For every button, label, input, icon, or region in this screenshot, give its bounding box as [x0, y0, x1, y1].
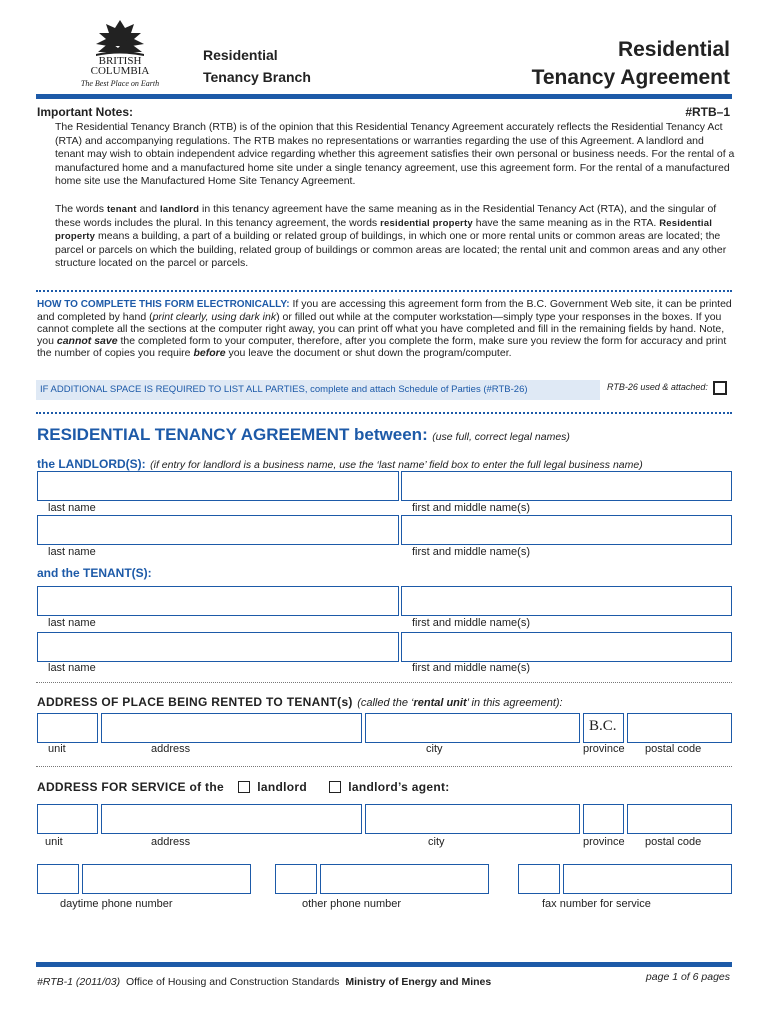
electronic-italic-1: print clearly, using dark ink — [152, 311, 277, 323]
electronic-text-3: the completed form to your computer, therefore, after you complete the form, make sure you review the form for accuracy and print the number of copies you require — [37, 335, 727, 359]
service-province-input[interactable] — [583, 804, 624, 834]
tenant-2-first-name-input[interactable] — [401, 632, 732, 662]
landlord-checkbox[interactable] — [238, 781, 250, 793]
electronic-heading: HOW TO COMPLETE THIS FORM ELECTRONICALLY: — [37, 299, 290, 310]
daytime-phone-input[interactable] — [82, 864, 251, 894]
tenant-1-last-name-input[interactable] — [37, 586, 399, 616]
notes-heading: Important Notes: — [37, 105, 133, 119]
tenant-2-last-name-label: last name — [48, 662, 96, 674]
agreement-title: RESIDENTIAL TENANCY AGREEMENT between: — [37, 425, 428, 444]
footer-ministry: Ministry of Energy and Mines — [345, 976, 492, 988]
rental-postal-label: postal code — [645, 743, 702, 755]
landlords-label: the LANDLORD(S): — [37, 457, 146, 471]
service-heading — [37, 780, 450, 794]
bc-logo — [70, 18, 170, 93]
rental-province-value: B.C. — [589, 718, 617, 734]
rental-unit-label: unit — [48, 743, 66, 755]
daytime-area-code-input[interactable] — [37, 864, 79, 894]
landlord-option-label: landlord — [257, 780, 307, 794]
footer-rule — [36, 962, 732, 967]
term-residential-property-2: Residential property — [55, 217, 713, 242]
rental-unit-input[interactable] — [37, 713, 98, 743]
electronic-text-2: ) or filled out while at the computer workstation—simply type your responses in the boxes. If you cannot complete all the sections at the computer right away, you can print off what you have completed and fill in the remaining fields by hand. Note, you — [37, 311, 725, 347]
agreement-note: (use full, correct legal names) — [432, 431, 570, 443]
rental-province-label: province — [583, 743, 625, 755]
agent-checkbox[interactable] — [329, 781, 341, 793]
fax-label: fax number for service — [542, 898, 651, 910]
daytime-phone-label: daytime phone number — [60, 898, 173, 910]
notes-paragraph-1: The Residential Tenancy Branch (RTB) is of the opinion that this Residential Tenancy Agreement accurately reflects the Residential Tenancy Act (RTA) and accompanying regulations. The RTB makes no representations or warranties regarding the use of this Agreement. A landlord and tenant may wish to obtain independent advice regarding whether this agreement satisfies their own personal or business needs. For the rental of a manufactured home and a manufactured home site under a single tenancy agreement, use this agreement form. For the rental of a manufactured home site use the Manufactured Home Site Tenancy Agreement. — [55, 121, 735, 187]
service-unit-label: unit — [45, 836, 63, 848]
electronic-text-4: you leave the document or shut down the program/computer. — [225, 347, 512, 359]
term-residential-property: residential property — [380, 217, 473, 229]
footer-left — [37, 976, 491, 988]
tenant-1-first-name-label: first and middle name(s) — [412, 617, 530, 629]
service-title: ADDRESS FOR SERVICE of the — [37, 780, 224, 794]
branch-name — [203, 44, 311, 88]
service-postal-label: postal code — [645, 836, 702, 848]
divider-2 — [36, 412, 732, 414]
fax-area-code-input[interactable] — [518, 864, 560, 894]
landlord-1-last-name-label: last name — [48, 502, 96, 514]
electronic-bold-1: cannot save — [56, 335, 118, 347]
agent-option-label: landlord’s agent: — [348, 780, 450, 794]
service-province-label: province — [583, 836, 625, 848]
rental-address-heading — [37, 693, 563, 711]
branch-line1: Residential — [203, 47, 278, 63]
landlord-2-last-name-input[interactable] — [37, 515, 399, 545]
landlord-2-first-name-input[interactable] — [401, 515, 732, 545]
electronic-bold-2: before — [193, 347, 226, 359]
logo-line1: BRITISH — [98, 55, 142, 67]
branch-line2: Tenancy Branch — [203, 69, 311, 85]
divider-3 — [36, 682, 732, 683]
rental-postal-input[interactable] — [627, 713, 732, 743]
landlord-1-first-name-label: first and middle name(s) — [412, 502, 530, 514]
title-line2: Tenancy Agreement — [531, 66, 730, 89]
landlord-2-first-name-label: first and middle name(s) — [412, 546, 530, 558]
rental-province-input[interactable] — [583, 713, 624, 743]
rental-note-b: rental unit — [413, 697, 467, 709]
p2-text-d: have the same meaning as in the RTA. — [472, 216, 660, 229]
other-phone-label: other phone number — [302, 898, 402, 910]
landlord-2-last-name-label: last name — [48, 546, 96, 558]
rental-note-a: (called the ‘ — [357, 697, 414, 709]
rental-city-label: city — [426, 743, 443, 755]
p2-text-b: and — [136, 203, 160, 215]
service-address-label: address — [151, 836, 191, 848]
electronic-text-1: If you are accessing this agreement form from the B.C. Government Web site, it can be printed and completed by hand ( — [37, 298, 732, 323]
p2-text-c: in this tenancy agreement have the same meaning as in the Residential Tenancy Act (RTA), and the singular of these words includes the plural. In this tenancy agreement, the words — [55, 203, 717, 229]
landlord-1-first-name-input[interactable] — [401, 471, 732, 501]
other-phone-input[interactable] — [320, 864, 489, 894]
service-postal-input[interactable] — [627, 804, 732, 834]
tenant-1-first-name-input[interactable] — [401, 586, 732, 616]
agreement-heading — [37, 425, 570, 445]
divider-1 — [36, 290, 732, 292]
term-landlord: landlord — [160, 204, 200, 215]
rtb26-used — [607, 382, 708, 392]
electronic-instructions — [37, 298, 735, 359]
notes-paragraph-2 — [55, 203, 735, 271]
p2-text-a: The words — [55, 203, 107, 215]
service-city-label: city — [428, 836, 445, 848]
divider-4 — [36, 766, 732, 767]
rtb26-checkbox[interactable] — [713, 381, 727, 395]
tenant-2-last-name-input[interactable] — [37, 632, 399, 662]
logo-line2: COLUMBIA — [90, 65, 150, 77]
service-city-input[interactable] — [365, 804, 580, 834]
rental-city-input[interactable] — [365, 713, 580, 743]
tenant-2-first-name-label: first and middle name(s) — [412, 662, 530, 674]
title-line1: Residential — [617, 38, 730, 61]
footer-page-number: page 1 of 6 pages — [645, 971, 730, 983]
p2-text-e: means a building, a part of a building or related group of buildings, in which one or more rental units or common areas are located; the parcel or parcels on which the building, related group of buildings or common areas are located; the rental unit and common areas and any other structure located on the parcel or parcels. — [55, 230, 727, 269]
term-tenant: tenant — [106, 204, 137, 215]
service-unit-input[interactable] — [37, 804, 98, 834]
schedule-text: IF ADDITIONAL SPACE IS REQUIRED TO LIST ALL PARTIES, complete and attach Schedule of Parties (#RTB-26) — [40, 384, 528, 395]
landlords-note: (if entry for landlord is a business name, use the ‘last name’ field box to enter the full legal business name) — [150, 459, 643, 471]
tenant-1-last-name-label: last name — [48, 617, 96, 629]
rental-address-title: ADDRESS OF PLACE BEING RENTED TO TENANT(s) — [37, 695, 353, 709]
page-title — [532, 36, 730, 92]
form-id: #RTB–1 — [685, 105, 730, 119]
schedule-bar — [36, 380, 600, 400]
rental-note-c: ’ in this agreement): — [466, 697, 563, 709]
other-area-code-input[interactable] — [275, 864, 317, 894]
footer-form-code: #RTB-1 (2011/03) — [37, 976, 121, 988]
rental-address-input[interactable] — [101, 713, 362, 743]
sun-mountains-icon — [92, 18, 148, 58]
tenants-label: and the TENANT(S): — [37, 566, 152, 580]
rtb26-label: RTB-26 used & attached: — [607, 382, 708, 392]
header-rule — [36, 94, 732, 99]
landlord-1-last-name-input[interactable] — [37, 471, 399, 501]
rental-address-label: address — [151, 743, 191, 755]
service-address-input[interactable] — [101, 804, 362, 834]
logo-tagline: The Best Place on Earth — [80, 79, 160, 88]
fax-number-input[interactable] — [563, 864, 732, 894]
footer-office: Office of Housing and Construction Standards — [126, 976, 340, 988]
